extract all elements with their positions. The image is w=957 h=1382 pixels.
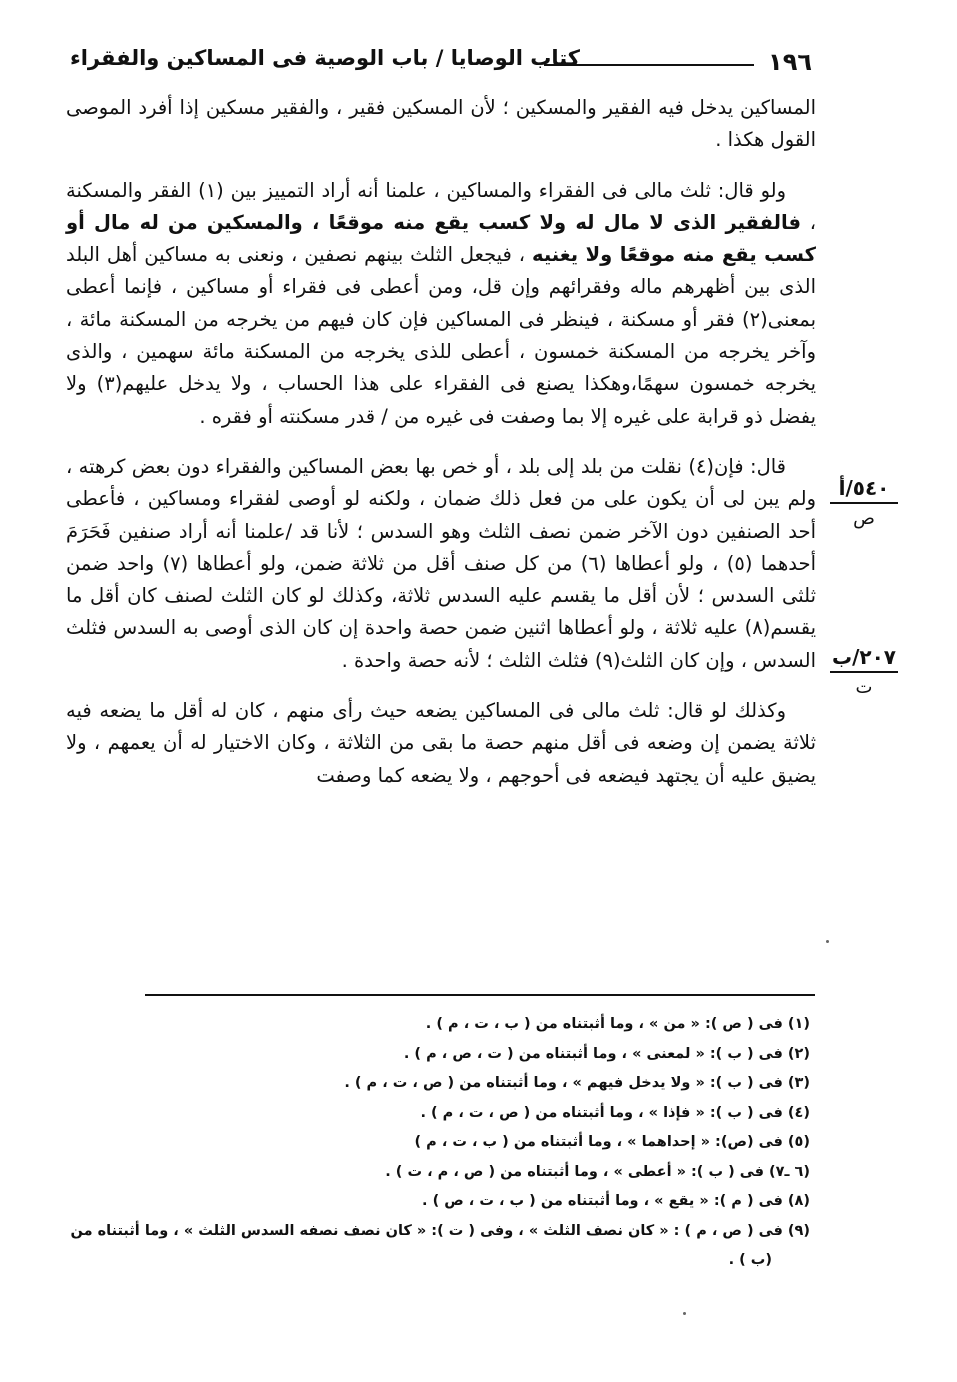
paragraph xyxy=(66,175,816,433)
page-number: ١٩٦ xyxy=(768,48,812,76)
margin-folio: ٥٤٠/أ xyxy=(830,476,898,504)
footnote-text: (٩) فى ( ص ، م ) : « كان نصف الثلث » ، وفى ( ت ): « كان نصف نصفه السدس الثلث » ، وما أثبتناه من xyxy=(70,1222,810,1239)
footnote: (٨) فى ( م ): « يقع » ، وما أثبتناه من ( ب ، ت ، ص ) . xyxy=(422,1193,810,1209)
footnote: (١) فى ( ص ): « من » ، وما أثبتناه من ( ب ، ت ، م ) . xyxy=(425,1016,810,1032)
bold-definition: فالفقير الذى لا مال له ولا كسب يقع منه موقعًا ، والمسكين من له مال أو كسب يقع منه موقعًا ولا يغنيه xyxy=(66,210,816,267)
scan-speck xyxy=(826,940,829,943)
margin-reference xyxy=(830,645,898,698)
running-title: كتاب الوصايا / باب الوصية فى المساكين والفقراء xyxy=(70,46,580,70)
paragraph-text: ولو قال: ثلث مالى فى الفقراء والمساكين ، علمنا أنه أراد التمييز بين (١) الفقر والمسكنة ، xyxy=(66,178,816,234)
margin-manuscript: ت xyxy=(855,677,873,698)
margin-reference xyxy=(830,476,898,529)
main-text xyxy=(66,92,816,792)
footnotes xyxy=(60,1010,810,1275)
footnote: (٢) فى ( ب ): « لمعنى » ، وما أثبتناه من ( ت ، ص ، م ) . xyxy=(403,1045,810,1062)
scan-speck xyxy=(683,1312,686,1315)
footnote-separator xyxy=(145,994,815,996)
paragraph: المساكين يدخل فيه الفقير والمسكين ؛ لأن المسكين فقير ، والفقير مسكين إذا أفرد الموصى القول هكذا . xyxy=(66,96,816,152)
footnote-continuation: (ب ) . xyxy=(728,1251,772,1268)
footnote: (٦ ـ٧) فى ( ب ): « أعطى » ، وما أثبتناه من ( ص ، م ، ت ) . xyxy=(385,1163,810,1180)
paragraph-text: ، فيجعل الثلث بينهم نصفين ، ونعنى به مساكين أهل البلد الذى بين أظهرهم ماله وفقرائهم وإن قل، ومن أعطى فى فقراء أو مساكين ، فإنما أعطى بمعنى(٢) فقر أو مسكنة ، فينظر فى المساكين فإن كان فيهم من يخرجه من المسكنة مائة ، وآخر يخرجه من المسكنة خمسون ، أعطى للذى يخرجه من المسكنة مائة سهمين ، والذى يخرجه خمسون سهمًا،وهكذا يصنع فى الفقراء على هذا الحساب ، ولا يدخل عليهم(٣) ولا يفضل ذو قرابة على غيره إلا بما وصفت فى غيره من / قدر مسكنته أو فقره . xyxy=(66,243,816,428)
footnote: (٤) فى ( ب ): « فإذا » ، وما أثبتناه من ( ص ، ت ، م ) . xyxy=(420,1104,810,1121)
paragraph: قال: فإن(٤) نقلت من بلد إلى بلد ، أو خص بها بعض المساكين والفقراء دون بعض كرهته ، ولم يبن لى أن يكون على من فعل ذلك ضمان ، ولكنه لو أوصى لفقراء ومساكين ، فأعطى أحد الصنفين دون الآخر ضمن نصف الثلث وهو السدس ؛ لأنا قد /علمنا أنه أراد صنفين فَحَرَمَ أحدهما (٥) ، ولو أعطاها (٦) من كل صنف أقل من ثلاثة ضمن، ولو أعطاها (٧) واحد ضمن ثلثى السدس ؛ لأن أقل ما يقسم عليه السدس ثلاثة، وكذلك لو كان الثلث لصنف كان أقل ما يقسم(٨) عليه ثلاثة ، ولو أعطاها اثنين ضمن حصة واحدة إن كان الذى أوصى به السدس فثلث السدس ، وإن كان الثلث(٩) فثلث الثلث ؛ لأنه حصة واحدة . xyxy=(66,454,817,672)
footnote xyxy=(60,1217,810,1275)
paragraph: وكذلك لو قال: ثلث مالى فى المساكين يضعه حيث رأى منهم ، كان له أقل ما يضعه فيه ثلاثة يضمن إن وضعه فى أقل منهم حصة ما بقى من الثلاثة ، وكان الاختيار له أن يعمهم ، ولا يضيق عليه أن يجتهد فيضعه فى أحوجهم ، ولا يضعه كما وصفت xyxy=(66,699,816,787)
footnote: (٥) فى (ص): « إحداهما » ، وما أثبتناه من ( ب ، ت ، م ) xyxy=(414,1134,810,1150)
footnote: (٣) فى ( ب ): « ولا يدخل فيهم » ، وما أثبتناه من ( ص ، ت ، م ) . xyxy=(344,1075,810,1091)
margin-manuscript: ص xyxy=(853,508,875,529)
margin-folio: ٢٠٧/ب xyxy=(830,645,898,673)
running-header xyxy=(70,42,818,82)
